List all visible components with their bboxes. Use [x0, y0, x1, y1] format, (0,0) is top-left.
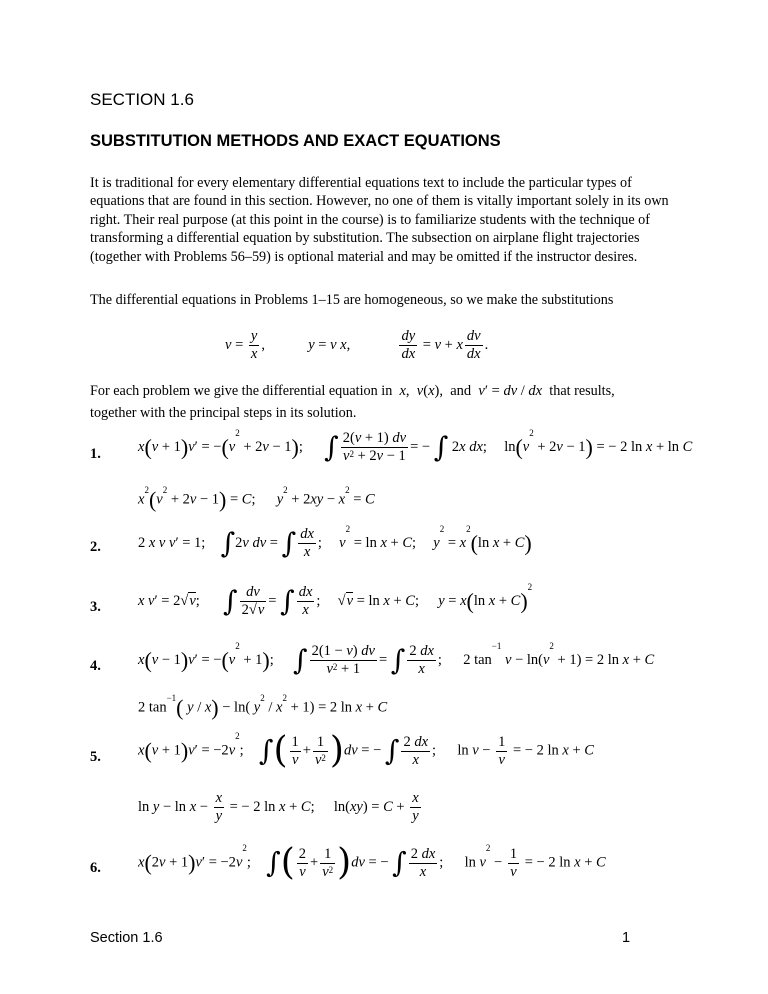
problem-4-line-2: 2 $\tan^{-1}$( y / x) − ln( $y^2 / x^2 + 1) = 2$ ln x + C: [138, 693, 388, 720]
problem-number: 4.: [90, 658, 101, 674]
problem-1-line-2: $x^2(v^2 + 2v - 1) = C$; $y^2 + 2xy - x^2 = C$: [138, 485, 375, 512]
problem-number: 1.: [90, 446, 101, 462]
problem-2-line: 2 x v v′ = 1; ∫2v dv = ∫ $\frac{dx}{x}$ ; $v^2 = \ln x + C$; $y^2 = x^2(\ln$ x + C): [138, 524, 532, 560]
sentence-part-b: that results,: [549, 383, 615, 399]
each-problem-sentence: [90, 380, 690, 424]
footer-section-label: Section 1.6: [90, 930, 163, 946]
sentence-part-c: together with the principal steps in its solution.: [90, 405, 357, 421]
substitution-formulas: v = $\frac{y}{x}$ , y = v x, $\frac{dy}{dx}$ = v + x $\frac{dv}{dx}$ .: [225, 328, 489, 362]
document-title: SUBSTITUTION METHODS AND EXACT EQUATIONS: [90, 132, 501, 150]
sentence-part-a: For each problem we give the differential equation in: [90, 383, 393, 399]
problem-1-line-1: $x(v + 1)v' = -(v^2 + 2v - 1)$; ∫ $\frac{2(v + 1) dv}{v^2 + 2v - 1}$ = − ∫ 2x dx; $\ln(v^2 + 2v - 1)$ = − 2 ln x + ln C: [138, 428, 693, 464]
problem-5-line-1: $x(v + 1)v' = -2v^2$; ∫( $\frac{1}{v}$ + $\frac{1}{v^2}$ )dv = − ∫ $\frac{2 dx}{x}$ ; ln v − $\frac{1}{v}$ = − 2 ln x + C: [138, 730, 594, 771]
inline-math: x, v(x), and v′ = dv / dx: [399, 383, 543, 399]
problem-5-line-2: ln y − ln x − $\frac{x}{y}$ = − 2 ln x + C; ln(xy) = C + $\frac{x}{y}$: [138, 790, 419, 824]
problem-number: 3.: [90, 599, 101, 615]
section-heading: SECTION 1.6: [90, 90, 194, 109]
problem-4-line-1: $x(v - 1)v' = -(v^2 + 1)$; ∫ $\frac{2(1 - v) dv}{v^2 + 1}$ = ∫ $\frac{2 dx}{x}$ ; 2 $\tan^{-1} v - \ln(v^2 + 1) = 2$ ln x + C: [138, 641, 655, 677]
homogeneous-sentence: The differential equations in Problems 1–15 are homogeneous, so we make the substitutions: [90, 292, 614, 308]
problem-3-line: x v′ = 2√v; ∫ $\frac{dv}{2√v}$ = ∫ $\frac{dx}{x}$ ; √v = ln x + C; y = x(ln x + C)$^2$: [138, 582, 533, 618]
intro-paragraph: It is traditional for every elementary differential equations text to include the particular types of equations that are found in this section. However, no one of them is vitally important solely in its own right. Their real purpose (at this point in the course) is to familiarize students with the technique of transforming a differential equation by substitution. The subsection on airplane flight trajectories (together with Problems 56–59) is optional material and may be omitted if the instructor desires.: [90, 175, 669, 265]
problem-number: 5.: [90, 749, 101, 765]
footer-page-number: 1: [622, 930, 631, 946]
problem-6-line: $x(2v + 1)v' = -2v^2$; ∫( $\frac{2}{v}$ + $\frac{1}{v^2}$ )dv = − ∫ $\frac{2 dx}{x}$ ; $\ln v^2$ − $\frac{1}{v}$ = − 2 ln x + C: [138, 842, 606, 883]
problem-number: 6.: [90, 860, 101, 876]
problem-number: 2.: [90, 539, 101, 555]
